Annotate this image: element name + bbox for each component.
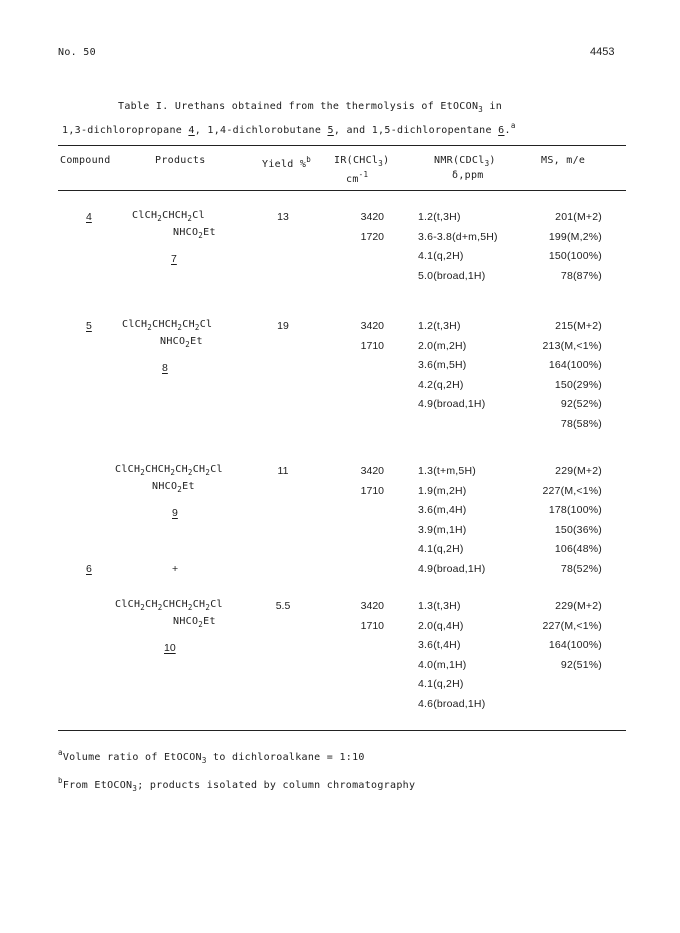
formula-subscript: 2 — [177, 323, 183, 332]
product-number: 9 — [172, 507, 178, 520]
formula-subscript: 2 — [170, 468, 176, 477]
caption-text: 1,3-dichloropropane — [62, 125, 189, 136]
nmr-signal: 4.1(q,2H) — [418, 543, 464, 556]
formula-fragment: NHCO — [173, 616, 199, 627]
page-left-header: No. 50 — [58, 47, 96, 58]
formula-fragment: CH — [175, 464, 188, 475]
ms-peak: 78(52%) — [560, 563, 602, 575]
caption-text: , 1,4-dichlorobutane — [194, 125, 328, 136]
ms-peak: 201(M+2) — [555, 211, 602, 223]
ir-band: 1710 — [360, 619, 384, 632]
formula-subscript: 2 — [177, 485, 183, 494]
nmr-signal: 4.1(q,2H) — [418, 678, 464, 691]
nmr-signal: 4.0(m,1H) — [418, 658, 467, 671]
plus-sign: + — [172, 563, 179, 575]
nmr-signal: 5.0(broad,1H) — [418, 269, 486, 282]
compound-number: 6 — [86, 563, 92, 575]
compound-ref: 4 — [188, 125, 195, 136]
ir-band: 3420 — [360, 320, 384, 332]
header-text: ) — [383, 155, 390, 166]
nmr-signal: 1.9(m,2H) — [418, 484, 467, 497]
nmr-signal: 3.9(m,1H) — [418, 523, 467, 536]
ms-peak: 164(100%) — [548, 639, 602, 652]
product-formula-substituent — [173, 227, 216, 240]
formula-fragment: Cl — [199, 319, 213, 330]
ms-peak: 164(100%) — [548, 359, 602, 372]
ms-peak: 178(100%) — [548, 504, 602, 517]
ms-peak: 215(M+2) — [555, 320, 602, 332]
yield-value: 13 — [277, 211, 289, 223]
ir-band: 1710 — [360, 339, 384, 352]
top-rule — [58, 145, 626, 146]
footnote-text: Volume ratio of EtOCON — [62, 752, 202, 763]
header-ms: MS, m/e — [541, 155, 586, 166]
footnote-b — [58, 776, 415, 793]
header-sub: 3 — [484, 159, 490, 168]
formula-subscript: 2 — [205, 603, 211, 612]
header-nmr — [434, 155, 496, 168]
header-text: ) — [489, 155, 496, 166]
header-text: cm — [346, 174, 359, 185]
formula-subscript: 2 — [194, 323, 200, 332]
header-compound: Compound — [60, 155, 111, 166]
formula-fragment: CHCH — [162, 210, 188, 221]
footnote-mark: b — [58, 776, 63, 785]
header-text: NMR(CDCl — [434, 155, 485, 166]
formula-fragment: Cl — [210, 464, 223, 475]
product-formula-substituent — [160, 336, 203, 349]
table-caption-line1 — [118, 101, 502, 114]
product-formula — [115, 464, 223, 477]
nmr-signal: 4.2(q,2H) — [418, 378, 464, 391]
formula-fragment: CHCH — [145, 464, 171, 475]
compound-ref: 6 — [498, 125, 505, 136]
product-formula — [132, 210, 205, 223]
caption-end: in — [483, 101, 503, 112]
header-text: IR(CHCl — [334, 155, 379, 166]
product-number: 10 — [164, 642, 176, 655]
formula-fragment: CHCH — [152, 319, 178, 330]
formula-fragment: CH — [192, 599, 206, 610]
formula-fragment: CH — [192, 464, 206, 475]
ms-peak: 92(51%) — [560, 658, 602, 671]
formula-subscript: 2 — [198, 231, 204, 240]
ms-peak: 199(M,2%) — [548, 230, 602, 243]
ms-peak: 78(87%) — [560, 269, 602, 282]
formula-fragment: Et — [190, 336, 203, 347]
footnote-mark: a — [58, 748, 63, 757]
ms-peak: 150(29%) — [554, 378, 602, 391]
ms-peak: 213(M,<1%) — [542, 339, 602, 352]
ir-band: 3420 — [360, 600, 384, 612]
header-ir — [334, 155, 389, 168]
compound-number: 4 — [86, 211, 92, 223]
nmr-signal: 3.6(m,5H) — [418, 359, 467, 372]
formula-fragment: CH — [145, 599, 158, 610]
formula-subscript: 2 — [140, 468, 146, 477]
compound-ref: 5 — [327, 125, 334, 136]
ms-peak: 227(M,<1%) — [542, 484, 602, 497]
ms-peak: 227(M,<1%) — [542, 619, 602, 632]
product-number: 7 — [171, 253, 177, 266]
footnote-sub: 3 — [201, 756, 207, 765]
formula-fragment: NHCO — [160, 336, 186, 347]
header-sub: 3 — [378, 159, 384, 168]
product-formula-substituent — [173, 616, 216, 629]
nmr-signal: 3.6-3.8(d+m,5H) — [418, 230, 498, 243]
formula-subscript: 2 — [187, 468, 193, 477]
formula-subscript: 2 — [157, 603, 163, 612]
formula-fragment: ClCH — [115, 464, 141, 475]
formula-fragment: NHCO — [152, 481, 178, 492]
formula-fragment: ClCH — [122, 319, 148, 330]
nmr-signal: 4.9(broad,1H) — [418, 563, 486, 575]
product-formula-substituent — [152, 481, 195, 494]
yield-value: 19 — [277, 320, 289, 332]
nmr-signal: 2.0(q,4H) — [418, 619, 464, 632]
nmr-signal: 1.3(t,3H) — [418, 600, 461, 612]
bottom-rule — [58, 730, 626, 731]
yield-value: 5.5 — [275, 600, 291, 612]
formula-fragment: Et — [203, 616, 216, 627]
nmr-signal: 4.1(q,2H) — [418, 250, 464, 263]
header-nmr-unit: δ,ppm — [452, 170, 484, 181]
ms-peak: 106(48%) — [554, 543, 602, 556]
formula-fragment: Et — [182, 481, 195, 492]
ms-peak: 229(M+2) — [555, 465, 602, 477]
yield-value: 11 — [277, 465, 289, 477]
formula-fragment: ClCH — [132, 210, 158, 221]
footnote-text: ; products isolated by column chromatography — [137, 780, 416, 791]
caption-text: . — [504, 125, 511, 136]
page-number: 4453 — [590, 46, 615, 58]
formula-fragment: NHCO — [173, 227, 199, 238]
header-sup: -1 — [358, 170, 369, 179]
formula-subscript: 2 — [157, 214, 163, 223]
ms-peak: 78(58%) — [560, 418, 602, 430]
formula-subscript: 2 — [187, 214, 193, 223]
footnote-text: From EtOCON — [62, 780, 133, 791]
footnote-mark: b — [306, 155, 312, 164]
nmr-signal: 2.0(m,2H) — [418, 339, 467, 352]
ms-peak: 150(100%) — [548, 250, 602, 263]
formula-subscript: 2 — [205, 468, 211, 477]
formula-fragment: CHCH — [162, 599, 188, 610]
ir-band: 1710 — [360, 484, 384, 497]
footnote-a — [58, 748, 365, 765]
caption-text: Table I. Urethans obtained from the thermolysis of EtOCON — [118, 101, 479, 112]
ir-band: 3420 — [360, 211, 384, 223]
nmr-signal: 3.6(t,4H) — [418, 639, 461, 652]
nmr-signal: 4.6(broad,1H) — [418, 698, 486, 710]
nmr-signal: 1.2(t,3H) — [418, 320, 461, 332]
ir-band: 1720 — [360, 230, 384, 243]
header-rule — [58, 190, 626, 191]
formula-fragment: CH — [182, 319, 195, 330]
nmr-signal: 3.6(m,4H) — [418, 504, 467, 517]
nmr-signal: 1.3(t+m,5H) — [418, 465, 476, 477]
product-formula — [122, 319, 212, 332]
formula-fragment: ClCH — [115, 599, 141, 610]
footnote-text: to dichloroalkane = 1:10 — [206, 752, 365, 763]
formula-fragment: Cl — [210, 599, 223, 610]
ms-peak: 229(M+2) — [555, 600, 602, 612]
caption-sub: 3 — [478, 105, 484, 114]
table-caption-line2 — [62, 121, 516, 136]
ms-peak: 150(36%) — [554, 523, 602, 536]
footnote-sub: 3 — [132, 784, 138, 793]
header-yield — [262, 155, 311, 170]
product-formula — [115, 599, 223, 612]
formula-subscript: 2 — [187, 603, 193, 612]
ir-band: 3420 — [360, 465, 384, 477]
header-ir-unit — [346, 170, 368, 185]
formula-fragment: Et — [203, 227, 216, 238]
header-yield-text: Yield % — [262, 159, 307, 170]
caption-text: , and 1,5-dichloropentane — [333, 125, 499, 136]
footnote-mark: a — [510, 121, 516, 130]
formula-subscript: 2 — [185, 340, 191, 349]
product-number: 8 — [162, 362, 168, 375]
formula-subscript: 2 — [198, 620, 204, 629]
compound-number: 5 — [86, 320, 92, 332]
nmr-signal: 4.9(broad,1H) — [418, 398, 486, 411]
formula-fragment: Cl — [192, 210, 205, 221]
header-products: Products — [155, 155, 206, 166]
formula-subscript: 2 — [140, 603, 146, 612]
nmr-signal: 1.2(t,3H) — [418, 211, 461, 223]
ms-peak: 92(52%) — [560, 398, 602, 411]
formula-subscript: 2 — [147, 323, 153, 332]
